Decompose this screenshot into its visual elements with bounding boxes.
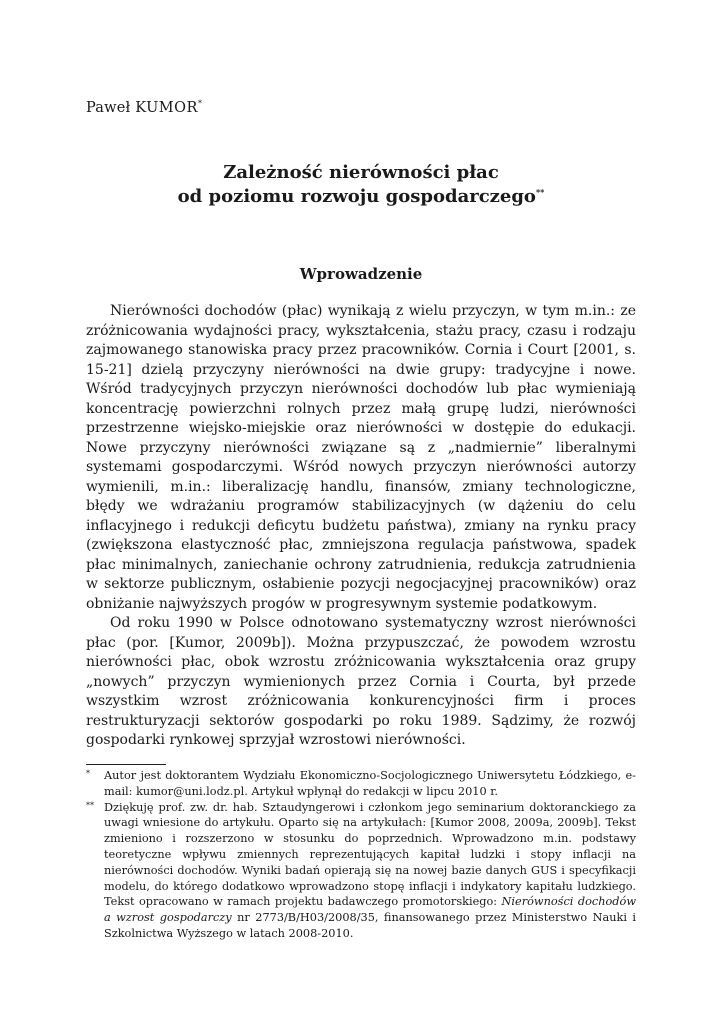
footnote-2 bbox=[86, 800, 636, 942]
footnote-1 bbox=[86, 768, 636, 800]
title-line-1: Zależność nierówności płac bbox=[223, 162, 499, 183]
footnotes bbox=[86, 768, 636, 942]
section-heading: Wprowadzenie bbox=[299, 265, 423, 283]
footnote-2-project-title: Nierówności dochodów a wzrost gospodarczy bbox=[104, 895, 636, 925]
paragraph-2: Od roku 1990 w Polsce odnotowano systematyczny wzrost nierówności płac (por. [Kumor, 2009b]). Można przypuszczać, że powodem wzrostu nierówności płac, obok wzrostu zróżnicowania wykształcenia oraz grupy „nowych” przyczyn wymienionych przez Cornia i Courta, był przede wszystkim wzrost zróżnicowania konkurencyjności firm i proces restrukturyzacji sektorów gospodarki po roku 1989. Sądzimy, że rozwój gospodarki rynkowej sprzyjał wzrostowi nierówności. bbox=[86, 615, 636, 748]
author-footnote-mark: * bbox=[197, 99, 203, 109]
title-footnote-mark: ** bbox=[535, 187, 545, 197]
footnote-divider bbox=[86, 764, 166, 765]
footnote-1-text: Autor jest doktorantem Wydziału Ekonomiczno-Socjologicznego Uniwersytetu Łódzkiego, e-mail: kumor@uni.lodz.pl. Artykuł wpłynął do redakcji w lipcu 2010 r. bbox=[104, 769, 636, 798]
article-title bbox=[86, 161, 636, 209]
title-line-2-text: od poziomu rozwoju gospodarczego bbox=[177, 186, 536, 207]
footnote-1-mark: * bbox=[86, 769, 90, 778]
author-line bbox=[86, 100, 202, 116]
author-first-name: Paweł bbox=[86, 100, 131, 116]
footnote-2-text-before: Dziękuję prof. zw. dr. hab. Sztaudyngerowi i członkom jego seminarium doktoranckiego za uwagi wniesione do artykułu. Oparto się na artykułach: [Kumor 2008, 2009a, 2009b]. Tekst zmieniono i rozszerzono w stosunku do poprzednich. Wprowadzono m.in. podstawy teoretyczne wpływu zmiennych reprezentujących kapitał ludzki i stopy inflacji na nierówności dochodów. Wyniki badań opierają się na nowej bazie danych GUS i specyfikacji modelu, do którego dodatkowo wprowadzono stopę inflacji i indykatory kapitału ludzkiego. Tekst opracowano w ramach projektu badawczego promotorskiego: bbox=[104, 800, 636, 909]
body-text bbox=[86, 302, 636, 751]
paragraph-1: Nierówności dochodów (płac) wynikają z wielu przyczyn, w tym m.in.: ze zróżnicowania wydajności pracy, wykształcenia, stażu pracy, czasu i rodzaju zajmowanego stanowiska pracy przez pracowników. Cornia i Court [2001, s. 15-21] dzielą przyczyny nierówności na dwie grupy: tradycyjne i nowe. Wśród tradycyjnych przyczyn nierówności dochodów lub płac wymieniają koncentrację powierzchni rolnych przez małą grupę ludzi, nierówności przestrzenne wiejsko-miejskie oraz nierówności w dostępie do edukacji. Nowe przyczyny nierówności związane są z „nadmiernie” liberalnymi systemami gospodarczymi. Wśród nowych przyczyn nierówności autorzy wymienili, m.in.: liberalizację handlu, finansów, zmiany technologiczne, błędy we wdrażaniu programów stabilizacyjnych (w dążeniu do celu inflacyjnego i redukcji deficytu budżetu państwa), zmiany na rynku pracy (zwiększona elastyczność płac, zmniejszona regulacja państwowa, spadek płac minimalnych, zaniechanie ochrony zatrudnienia, redukcja zatrudnienia w sektorze publicznym, osłabienie pozycji negocjacyjnej pracowników) oraz obniżanie najwyższych progów w progresywnym systemie podatkowym. bbox=[86, 303, 636, 612]
page bbox=[86, 0, 636, 1024]
title-line-2 bbox=[86, 185, 636, 209]
author-last-name: KUMOR bbox=[135, 100, 198, 116]
footnote-2-text-after: nr 2773/B/H03/2008/35, finansowanego przez Ministerstwo Nauki i Szkolnictwa Wyższego w latach 2008-2010. bbox=[104, 911, 637, 940]
footnote-2-mark: ** bbox=[86, 800, 94, 810]
